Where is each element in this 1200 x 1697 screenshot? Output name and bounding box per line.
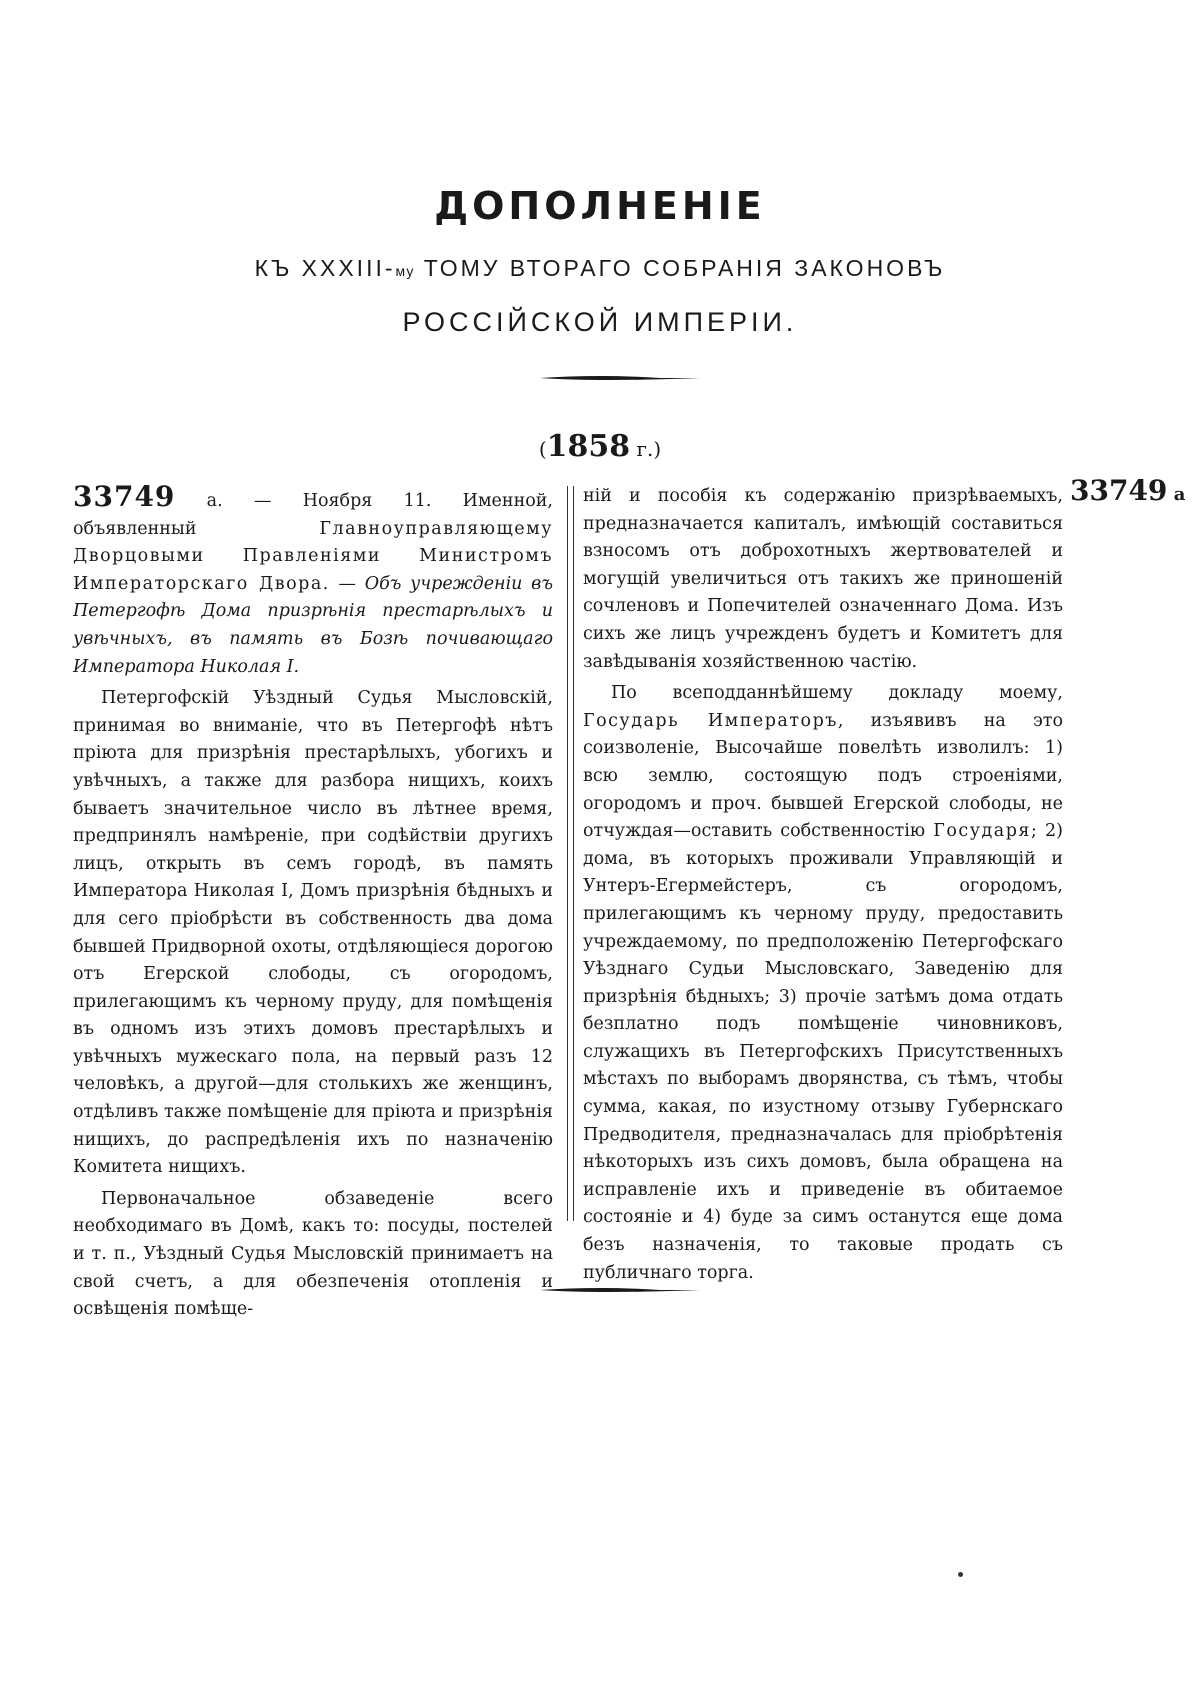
year-line bbox=[0, 430, 1200, 466]
entry-intro: а. — Ноября 11. Именной, объявленный bbox=[73, 491, 553, 539]
entry-heading bbox=[73, 480, 553, 681]
margin-entry-number bbox=[1070, 474, 1185, 507]
left-column bbox=[73, 480, 553, 1324]
left-paragraph-2: Первоначальное обзаведеніе всего необходимаго въ Домѣ, какъ то: посуды, постелей и т. п., Уѣздный Судья Мысловскій принимаетъ на свой счетъ, а для обезпеченія отопленія и освѣщенія помѣще- bbox=[73, 1188, 553, 1320]
ornamental-rule-top bbox=[500, 375, 700, 381]
document-title: ДОПОЛНЕНІЕ bbox=[434, 184, 766, 228]
right-paragraph-2-a: По всеподданнѣйшему докладу моему, bbox=[611, 683, 1063, 704]
entry-addressee: Главноуправляющему Дворцовыми Правленіями Министромъ Императорскаго Двора. bbox=[73, 518, 553, 594]
subtitle-line-1-suffix: му bbox=[395, 263, 415, 279]
subtitle-line-1 bbox=[0, 253, 1200, 286]
year-suffix: г.) bbox=[630, 437, 662, 461]
column-divider bbox=[567, 486, 574, 1221]
right-paragraph-2 bbox=[583, 680, 1063, 1287]
left-paragraph-1: Петергофскій Уѣздный Судья Мысловскій, принимая во вниманіе, что въ Петергофѣ нѣтъ пріюта для призрѣнія престарѣлыхъ, убогихъ и увѣчныхъ, а также для разбора нищихъ, коихъ бываетъ значительное число въ лѣтнее время, предпринялъ намѣреніе, при содѣйствіи другихъ лицъ, открыть въ семъ городѣ, въ память Императора Николая I, Домъ призрѣнія бѣдныхъ и для сего пріобрѣсти въ собственность два дома бывшей Придворной охоты, отдѣляющіеся дорогою отъ Егерской слободы, съ огородомъ, прилегающимъ къ черному пруду, для помѣщенія въ одномъ изъ этихъ домовъ престарѣлыхъ и увѣчныхъ мужескаго пола, на первый разъ 12 человѣкъ, а другой—для столькихъ же женщинъ, отдѣливъ также помѣщеніе для пріюта и призрѣнія нищихъ, до распредѣленія ихъ по назначенію Комитета нищихъ. bbox=[73, 688, 553, 1178]
right-paragraph-2-b: , изъявивъ на это соизволеніе, Высочайше повелѣть изволилъ: 1) всю землю, состоящую подъ строеніями, огородомъ и проч. бывшей Егерской слободы, не отчуждая—оставить собственностію bbox=[583, 710, 1063, 842]
entry-number: 33749 bbox=[73, 480, 176, 513]
margin-number: 33749 bbox=[1070, 474, 1168, 507]
year-number: 1858 bbox=[546, 429, 631, 464]
sovereign-title: Государь Императоръ bbox=[583, 710, 838, 731]
ornamental-rule-bottom bbox=[500, 1287, 700, 1293]
margin-suffix: а bbox=[1167, 484, 1186, 505]
subtitle-line-2: РОССІЙСКОЙ ИМПЕРІИ. bbox=[402, 307, 798, 337]
subtitle-line-1-post: ТОМУ ВТОРАГО СОБРАНІЯ ЗАКОНОВЪ bbox=[414, 255, 946, 281]
sovereign-title-2: Государя bbox=[933, 821, 1031, 842]
right-paragraph-2-c: ; 2) дома, въ которыхъ проживали Управляющій и Унтеръ-Егермейстеръ, съ огородомъ, прилегающимъ къ черному пруду, предоставить учреждаемому, по предположенію Петергофскаго Уѣзднаго Судьи Мысловскаго, Заведенію для призрѣнія бѣдныхъ; 3) прочіе затѣмъ дома отдать безплатно подъ помѣщеніе чиновниковъ, служащихъ въ Петергофскихъ Присутственныхъ мѣстахъ по выборамъ дворянства, съ тѣмъ, чтобы сумма, какая, по изустному отзыву Губернскаго Предводителя, предназначалась для пріобрѣтенія нѣкоторыхъ изъ сихъ домовъ, была обращена на исправленіе ихъ и приведеніе въ обитаемое состояніе и 4) буде за симъ останутся еще дома безъ назначенія, то таковые продать съ публичнаго торга. bbox=[583, 821, 1063, 1283]
entry-title: Объ учрежденіи въ Петергофѣ Дома призрѣнія престарѣлыхъ и увѣчныхъ, въ память въ Бозѣ почивающаго Императора Николая I. bbox=[73, 573, 553, 677]
right-paragraph-1: ній и пособія къ содержанію призрѣваемыхъ, предназначается капиталъ, имѣющій составиться взносомъ отъ доброхотныхъ жертвователей и могущій увеличиться отъ такихъ же приношеній сочленовъ и Попечителей означеннаго Дома. Изъ сихъ же лицъ учрежденъ будетъ и Комитетъ для завѣдыванія хозяйственною частію. bbox=[583, 486, 1063, 672]
year-open: ( bbox=[538, 437, 547, 461]
print-speck bbox=[958, 1572, 963, 1577]
entry-dash: — bbox=[329, 573, 365, 594]
subtitle-line-1-pre: КЪ XXXIII- bbox=[254, 255, 396, 281]
right-column bbox=[583, 483, 1063, 1287]
